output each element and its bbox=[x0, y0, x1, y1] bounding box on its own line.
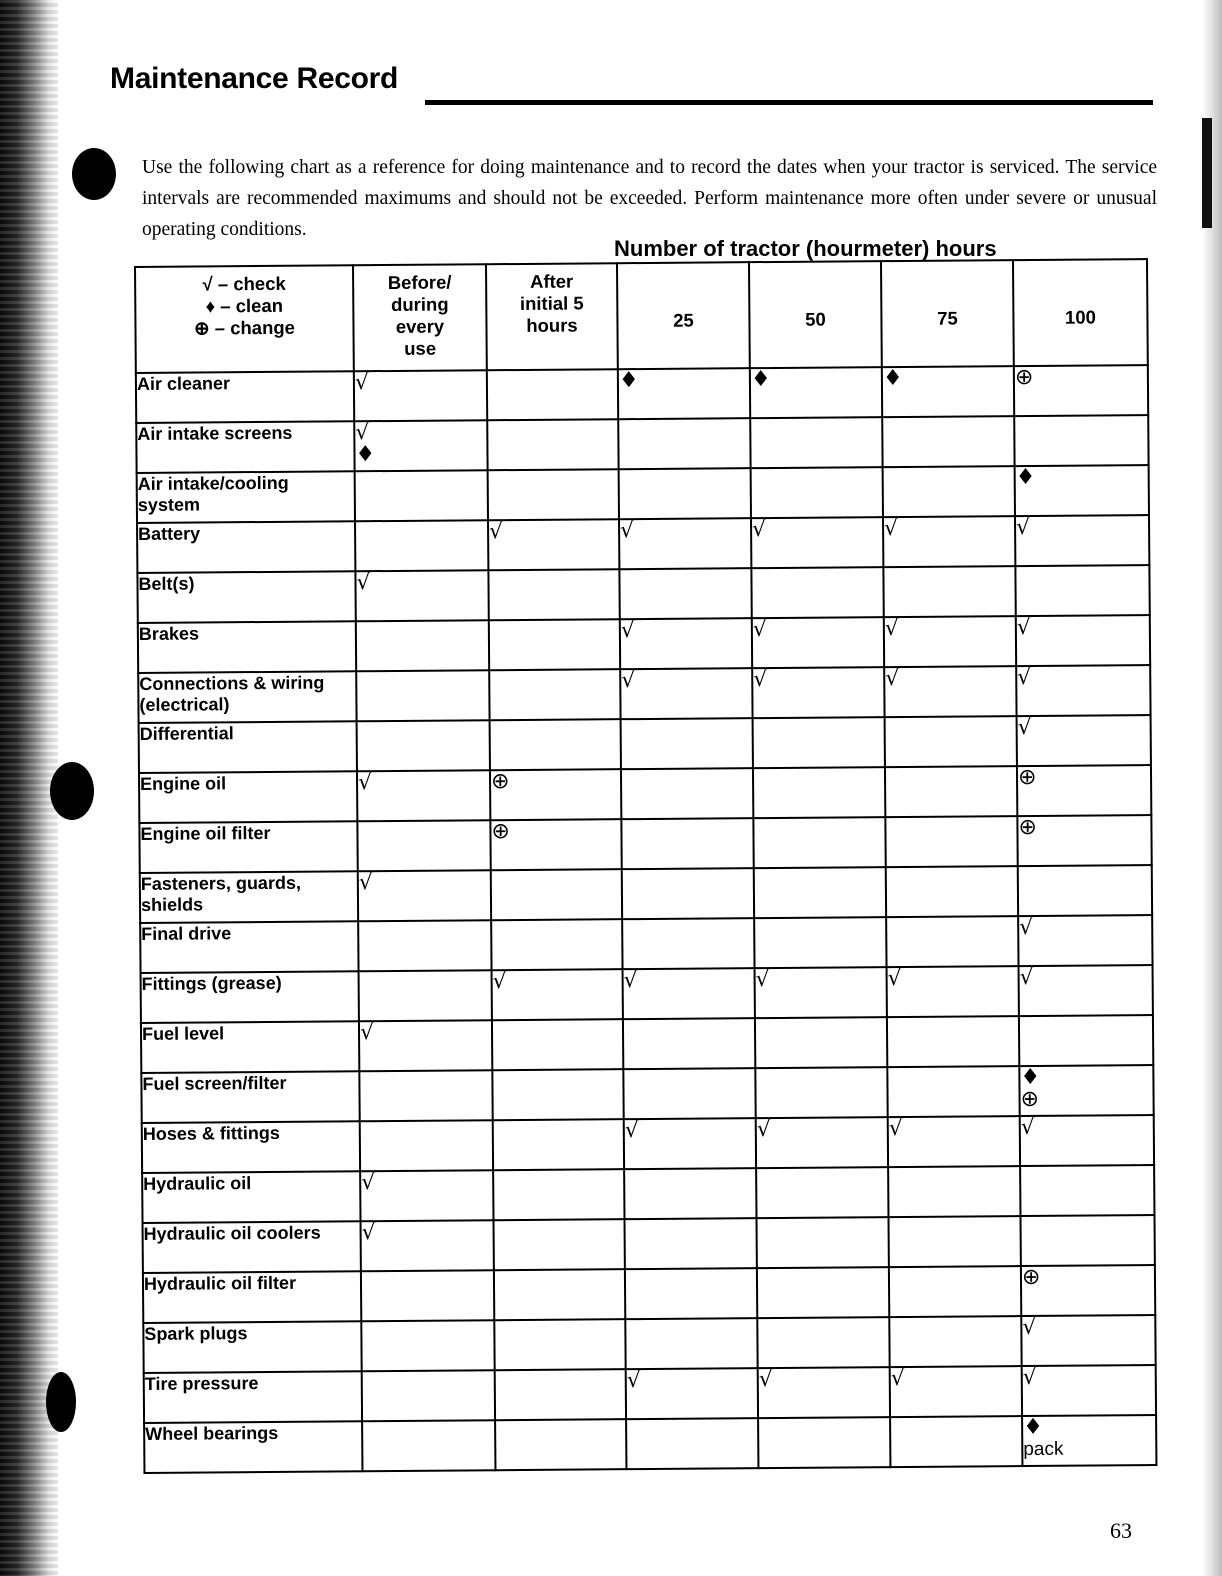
table-cell bbox=[490, 719, 621, 770]
cell-mark: ♦ bbox=[1023, 1414, 1043, 1441]
row-item-label: Fuel screen/filter bbox=[141, 1071, 359, 1123]
table-cell bbox=[354, 370, 487, 421]
table-cell bbox=[361, 1320, 494, 1371]
table-cell bbox=[1021, 1265, 1155, 1316]
legend-check: √ – check bbox=[202, 272, 286, 295]
legend-change: ⊕ – change bbox=[193, 316, 296, 339]
table-row-air-cleaner bbox=[136, 365, 1148, 423]
row-item-label: Air cleaner bbox=[136, 371, 354, 423]
table-cell bbox=[357, 720, 490, 771]
table-cell bbox=[1020, 1165, 1154, 1216]
cell-mark: √ bbox=[621, 668, 636, 694]
table-cell bbox=[489, 669, 620, 720]
table-cell bbox=[495, 1369, 626, 1420]
row-item-label: Tire pressure bbox=[144, 1371, 362, 1423]
table-cell bbox=[758, 1417, 890, 1468]
table-cell bbox=[753, 817, 885, 868]
table-row-air-intake-screens bbox=[136, 415, 1148, 473]
table-cell bbox=[491, 919, 622, 970]
table-cell bbox=[1019, 965, 1153, 1016]
cell-mark: ⊕ bbox=[1018, 814, 1037, 841]
cell-mark: √ bbox=[623, 968, 638, 994]
cell-mark: √ bbox=[756, 1117, 771, 1143]
cell-mark: ⊕ bbox=[490, 769, 510, 795]
table-cell bbox=[356, 670, 489, 721]
table-cell bbox=[626, 1368, 758, 1419]
table-cell bbox=[751, 567, 883, 618]
table-cell bbox=[624, 1118, 756, 1169]
cell-mark: √ bbox=[626, 1368, 641, 1394]
cell-mark: √ bbox=[755, 967, 770, 993]
row-item-label: Connections & wiring (electrical) bbox=[138, 671, 356, 723]
table-row-spark-plugs bbox=[143, 1315, 1155, 1373]
table-cell bbox=[625, 1268, 757, 1319]
table-cell bbox=[887, 1016, 1019, 1067]
table-cell bbox=[752, 617, 884, 668]
table-row-fittings-grease bbox=[141, 965, 1153, 1023]
cell-mark: √ bbox=[1017, 714, 1032, 741]
table-cell bbox=[756, 1217, 888, 1268]
cell-mark: ♦ bbox=[355, 442, 376, 468]
table-cell bbox=[619, 518, 751, 569]
page-number: 63 bbox=[1110, 1518, 1132, 1543]
cell-mark: √ bbox=[620, 618, 636, 644]
hours-heading: Number of tractor (hourmeter) hours bbox=[614, 236, 997, 261]
table-cell bbox=[885, 766, 1017, 817]
table-cell bbox=[753, 767, 885, 818]
cell-mark: √ bbox=[358, 870, 373, 896]
table-cell bbox=[1015, 515, 1149, 566]
table-cell bbox=[888, 1166, 1020, 1217]
cell-mark: ♦ bbox=[882, 365, 903, 392]
punch-hole-top bbox=[72, 148, 116, 200]
cell-mark: √ bbox=[354, 370, 370, 396]
table-cell bbox=[625, 1318, 757, 1369]
table-cell bbox=[495, 1419, 626, 1470]
table-row-brakes bbox=[138, 615, 1150, 673]
table-cell bbox=[623, 1018, 755, 1069]
table-cell bbox=[490, 769, 621, 820]
table-cell bbox=[359, 1070, 492, 1121]
cell-mark: ⊕ bbox=[1021, 1264, 1041, 1291]
legend-clean: ♦ – clean bbox=[205, 294, 284, 317]
table-row-wheel-bearings bbox=[144, 1415, 1156, 1473]
row-item-label: Hydraulic oil coolers bbox=[143, 1221, 361, 1273]
table-cell bbox=[1017, 715, 1151, 766]
table-cell bbox=[356, 620, 489, 671]
table-cell bbox=[1014, 365, 1148, 416]
table-cell bbox=[1016, 665, 1150, 716]
table-cell bbox=[360, 1120, 493, 1171]
cell-mark: √ bbox=[1015, 514, 1031, 541]
cell-mark: √ bbox=[751, 517, 767, 543]
table-cell bbox=[889, 1316, 1021, 1367]
table-row-engine-oil-filter bbox=[139, 815, 1151, 873]
table-cell bbox=[618, 368, 750, 419]
table-cell bbox=[756, 1167, 888, 1218]
cell-mark: √ bbox=[888, 1115, 903, 1142]
table-row-fuel-screen-filter bbox=[141, 1065, 1153, 1123]
col-header-100: 100 bbox=[1013, 259, 1148, 366]
row-item-label: Wheel bearings bbox=[144, 1421, 362, 1473]
cell-mark: ♦ bbox=[750, 367, 771, 393]
row-item-label: Brakes bbox=[138, 621, 356, 673]
col-header-initial-5-hours: After initial 5 hours bbox=[486, 263, 618, 370]
table-cell bbox=[361, 1270, 494, 1321]
table-cell bbox=[355, 470, 488, 521]
table-row-hydraulic-oil-coolers bbox=[143, 1215, 1155, 1273]
table-cell bbox=[1014, 415, 1148, 466]
cell-mark: √ bbox=[359, 1020, 375, 1046]
table-cell bbox=[753, 717, 885, 768]
table-cell bbox=[1022, 1415, 1156, 1466]
table-cell bbox=[1018, 865, 1152, 916]
table-cell bbox=[755, 1017, 887, 1068]
table-cell bbox=[755, 967, 887, 1018]
table-cell bbox=[359, 1020, 492, 1071]
page-title: Maintenance Record bbox=[110, 62, 399, 95]
table-cell bbox=[884, 666, 1016, 717]
table-cell bbox=[890, 1366, 1022, 1417]
table-cell bbox=[883, 516, 1015, 567]
table-cell bbox=[357, 820, 490, 871]
cell-mark: √ bbox=[884, 616, 900, 642]
table-cell bbox=[1016, 615, 1150, 666]
table-cell bbox=[623, 1068, 755, 1119]
cell-mark: pack bbox=[1023, 1438, 1064, 1461]
row-item-label: Fuel level bbox=[141, 1021, 359, 1073]
table-cell bbox=[360, 1170, 493, 1221]
table-cell bbox=[622, 868, 754, 919]
table-cell bbox=[488, 469, 619, 520]
table-cell bbox=[750, 367, 882, 418]
table-cell bbox=[362, 1420, 495, 1471]
table-cell bbox=[494, 1269, 625, 1320]
table-cell bbox=[886, 916, 1018, 967]
table-cell bbox=[623, 968, 755, 1019]
cell-mark: ♦ bbox=[1020, 1064, 1041, 1091]
table-cell bbox=[361, 1220, 494, 1271]
table-cell bbox=[624, 1168, 756, 1219]
cell-mark: √ bbox=[355, 420, 370, 446]
table-cell bbox=[358, 920, 491, 971]
cell-mark: √ bbox=[887, 965, 902, 992]
table-cell bbox=[490, 819, 621, 870]
table-row-fuel-level bbox=[141, 1015, 1153, 1073]
row-item-label: Fasteners, guards, shields bbox=[140, 871, 358, 923]
table-cell bbox=[620, 668, 752, 719]
table-cell bbox=[491, 869, 622, 920]
table-cell bbox=[756, 1117, 888, 1168]
table-cell bbox=[492, 1019, 623, 1070]
table-row-belt-s bbox=[137, 565, 1149, 623]
legend bbox=[135, 265, 354, 373]
row-item-label: Air intake screens bbox=[136, 421, 354, 473]
table-row-battery bbox=[137, 515, 1149, 573]
table-cell bbox=[750, 417, 882, 468]
cell-mark: √ bbox=[1020, 1114, 1035, 1141]
table-cell bbox=[621, 718, 753, 769]
table-cell bbox=[882, 366, 1014, 417]
table-cell bbox=[752, 667, 884, 718]
cell-mark: √ bbox=[1022, 1314, 1037, 1341]
table-cell bbox=[1022, 1365, 1156, 1416]
table-cell bbox=[1019, 1015, 1153, 1066]
table-cell bbox=[1017, 815, 1151, 866]
table-cell bbox=[487, 419, 618, 470]
table-cell bbox=[492, 1069, 623, 1120]
table-row-differential bbox=[139, 715, 1151, 773]
table-cell bbox=[494, 1319, 625, 1370]
col-header-before-use: Before/ during every use bbox=[353, 264, 487, 371]
cell-mark: √ bbox=[1022, 1364, 1037, 1391]
table-cell bbox=[888, 1116, 1020, 1167]
table-cell bbox=[493, 1119, 624, 1170]
table-cell bbox=[885, 816, 1017, 867]
table-cell bbox=[359, 970, 492, 1021]
cell-mark: √ bbox=[883, 516, 899, 542]
table-row-connections-wiring-electrical bbox=[138, 665, 1150, 723]
table-cell bbox=[886, 866, 1018, 917]
punch-hole-bottom bbox=[46, 1372, 76, 1432]
table-cell bbox=[492, 969, 623, 1020]
table-cell bbox=[619, 568, 751, 619]
table-cell bbox=[883, 466, 1015, 517]
table-cell bbox=[882, 416, 1014, 467]
table-cell bbox=[621, 818, 753, 869]
table-cell bbox=[622, 918, 754, 969]
table-row-tire-pressure bbox=[144, 1365, 1156, 1423]
table-cell bbox=[754, 867, 886, 918]
row-item-label: Hoses & fittings bbox=[142, 1121, 360, 1173]
table-cell bbox=[754, 917, 886, 968]
table-cell bbox=[887, 1066, 1019, 1117]
cell-mark: √ bbox=[361, 1220, 376, 1246]
table-row-engine-oil bbox=[139, 765, 1151, 823]
table-cell bbox=[751, 517, 883, 568]
col-header-75: 75 bbox=[881, 260, 1014, 367]
cell-mark: √ bbox=[357, 770, 373, 796]
table-cell bbox=[1015, 565, 1149, 616]
cell-mark: ⊕ bbox=[1014, 364, 1034, 391]
table-cell bbox=[1017, 765, 1151, 816]
table-cell bbox=[357, 770, 490, 821]
table-cell bbox=[358, 870, 491, 921]
table-cell bbox=[885, 716, 1017, 767]
col-header-50: 50 bbox=[749, 261, 882, 368]
row-item-label: Fittings (grease) bbox=[141, 971, 359, 1023]
table-cell bbox=[626, 1418, 758, 1469]
punch-hole-middle bbox=[50, 762, 94, 820]
maintenance-table bbox=[134, 258, 1157, 1474]
cell-mark: √ bbox=[492, 969, 507, 995]
table-cell bbox=[1020, 1115, 1154, 1166]
cell-mark: √ bbox=[361, 1170, 376, 1196]
table-cell bbox=[1021, 1315, 1155, 1366]
cell-mark: √ bbox=[885, 666, 900, 692]
cell-mark: ♦ bbox=[618, 368, 639, 394]
table-cell bbox=[354, 420, 487, 471]
table-cell bbox=[757, 1317, 889, 1368]
table-cell bbox=[487, 369, 618, 420]
table-row-hoses-fittings bbox=[142, 1115, 1154, 1173]
table-cell bbox=[757, 1267, 889, 1318]
row-item-label: Hydraulic oil bbox=[142, 1171, 360, 1223]
table-cell bbox=[751, 467, 883, 518]
table-cell bbox=[355, 570, 488, 621]
cell-mark: ⊕ bbox=[491, 819, 510, 845]
table-row-final-drive bbox=[140, 915, 1152, 973]
row-item-label: Belt(s) bbox=[137, 571, 355, 623]
header-row bbox=[135, 259, 1148, 373]
cell-mark: √ bbox=[619, 518, 635, 544]
table-cell bbox=[883, 566, 1015, 617]
col-header-25: 25 bbox=[617, 262, 750, 369]
cell-mark: √ bbox=[890, 1365, 905, 1392]
cell-mark: √ bbox=[624, 1118, 639, 1144]
table-cell bbox=[1015, 465, 1149, 516]
row-item-label: Spark plugs bbox=[143, 1321, 361, 1373]
table-cell bbox=[355, 520, 488, 571]
table-row-hydraulic-oil-filter bbox=[143, 1265, 1155, 1323]
table-cell bbox=[1019, 1065, 1153, 1116]
table-cell bbox=[625, 1218, 757, 1269]
row-item-label: Air intake/cooling system bbox=[137, 471, 355, 523]
table-cell bbox=[884, 616, 1016, 667]
cell-mark: √ bbox=[488, 519, 504, 545]
intro-paragraph: Use the following chart as a reference for doing maintenance and to record the dates when your tractor is serviced. The service intervals are recommended maximums and should not be exceeded. Perform maintenance more often under severe or unusual operating conditions. bbox=[142, 156, 1157, 240]
table-cell bbox=[621, 768, 753, 819]
table-cell bbox=[494, 1219, 625, 1270]
table-row-air-intake-cooling-system bbox=[137, 465, 1149, 523]
row-item-label: Final drive bbox=[140, 921, 358, 973]
title-rule bbox=[425, 100, 1153, 105]
table-cell bbox=[755, 1067, 887, 1118]
table-cell bbox=[758, 1367, 890, 1418]
cell-mark: √ bbox=[752, 617, 768, 643]
row-item-label: Engine oil bbox=[139, 771, 357, 823]
table-cell bbox=[890, 1416, 1022, 1467]
table-cell bbox=[620, 618, 752, 669]
cell-mark: √ bbox=[753, 667, 768, 693]
table-cell bbox=[1020, 1215, 1154, 1266]
table-cell bbox=[618, 418, 750, 469]
cell-mark: √ bbox=[1019, 964, 1034, 991]
table-cell bbox=[489, 619, 620, 670]
cell-mark: √ bbox=[356, 570, 371, 596]
row-item-label: Engine oil filter bbox=[139, 821, 357, 873]
table-row-fasteners-guards-shields bbox=[140, 865, 1152, 923]
table-cell bbox=[488, 519, 619, 570]
table-row-hydraulic-oil bbox=[142, 1165, 1154, 1223]
table-cell bbox=[488, 569, 619, 620]
row-item-label: Battery bbox=[137, 521, 355, 573]
right-edge-mark-top bbox=[1202, 118, 1212, 178]
table-cell bbox=[1018, 915, 1152, 966]
row-item-label: Hydraulic oil filter bbox=[143, 1271, 361, 1323]
row-item-label: Differential bbox=[139, 721, 357, 773]
right-edge-mark-bottom bbox=[1202, 176, 1212, 228]
cell-mark: √ bbox=[1016, 614, 1031, 641]
table-cell bbox=[889, 1266, 1021, 1317]
cell-mark: ⊕ bbox=[1017, 764, 1037, 791]
table-cell bbox=[888, 1216, 1020, 1267]
right-page-edge bbox=[1202, 0, 1222, 1576]
cell-mark: ⊕ bbox=[1020, 1086, 1040, 1113]
cell-mark: √ bbox=[1017, 664, 1032, 691]
table-cell bbox=[362, 1370, 495, 1421]
table-cell bbox=[493, 1169, 624, 1220]
cell-mark: √ bbox=[1019, 914, 1034, 941]
table-cell bbox=[619, 468, 751, 519]
cell-mark: ♦ bbox=[1015, 464, 1036, 491]
cell-mark: √ bbox=[758, 1367, 773, 1393]
table-cell bbox=[887, 966, 1019, 1017]
